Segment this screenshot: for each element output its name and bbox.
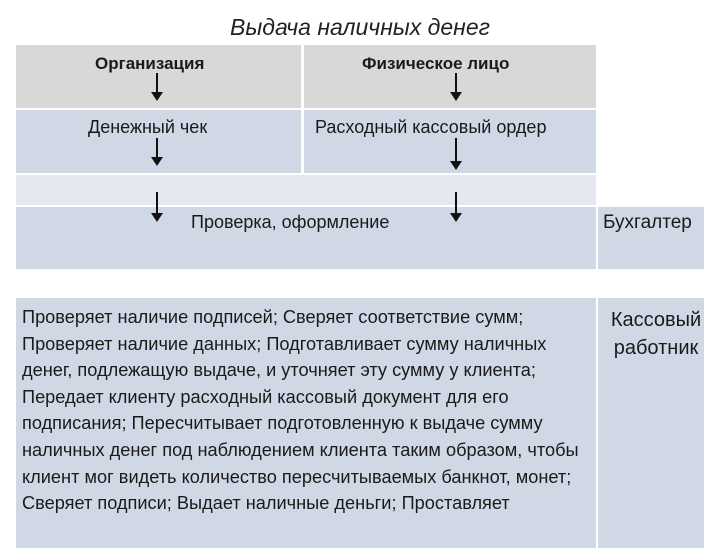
individual-doc-label: Расходный кассовый ордер: [315, 117, 547, 137]
arrow-down-icon: [156, 192, 158, 214]
header-organization-label: Организация: [95, 54, 205, 73]
organization-doc-label: Денежный чек: [88, 117, 208, 137]
arrow-down-icon: [455, 73, 457, 93]
arrow-down-icon: [455, 192, 457, 214]
arrow-down-icon: [156, 138, 158, 158]
diagram-title: Выдача наличных денег: [230, 14, 490, 40]
header-individual-label: Физическое лицо: [362, 54, 510, 73]
arrow-down-icon: [156, 73, 158, 93]
arrow-down-icon: [455, 138, 457, 162]
separator-strip: [16, 175, 596, 205]
cashier-description: Проверяет наличие подписей; Сверяет соответствие сумм; Проверяет наличие данных; Подготавливает сумму наличных денег, подлежащую выдаче, и уточняет эту сумму у клиента; Передает клиенту расходный кассовый документ для его подписания; Пересчитывает подготовленную к выдаче сумму наличных денег под наблюдением клиента таким образом, чтобы клиент мог видеть количество пересчитываемых банкнот, монет; Сверяет подписи; Выдает наличные деньги; Проставляет: [22, 307, 579, 514]
cashier-role: Кассовый работник: [610, 309, 702, 359]
accountant-role: Бухгалтер: [603, 212, 692, 233]
verification-label: Проверка, оформление: [191, 212, 390, 232]
